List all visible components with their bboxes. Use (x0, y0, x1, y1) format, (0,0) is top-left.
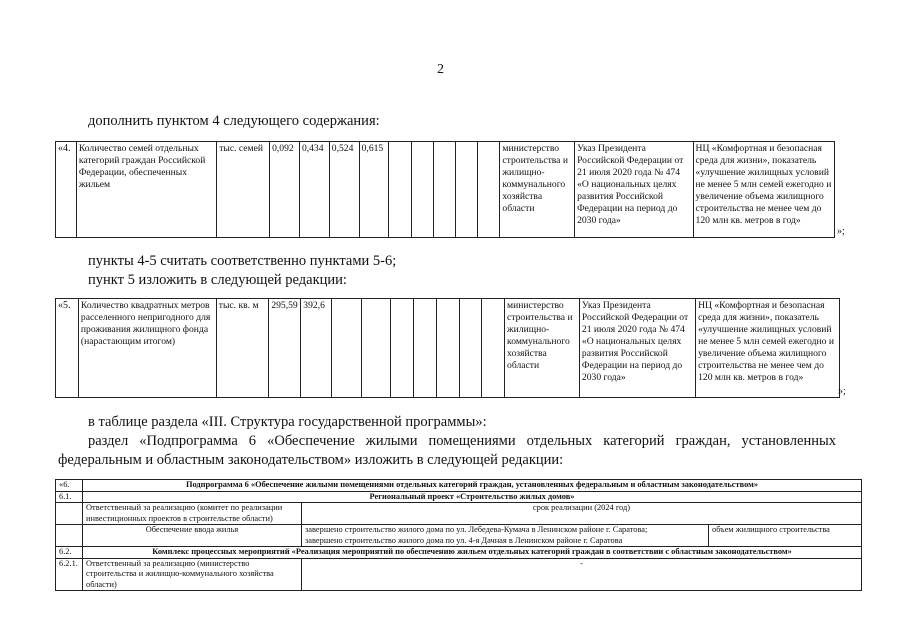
result-cell (302, 525, 709, 547)
table-row (56, 491, 862, 503)
row-number: 6.1. (56, 491, 83, 503)
empty-cell (391, 299, 414, 398)
responsible-cell: Ответственный за реализацию (министерство строительства и жилищно-коммунального хозяйства области) (83, 558, 302, 591)
term-cell: - (302, 558, 862, 591)
structure-table (55, 479, 862, 591)
empty-cell (56, 525, 83, 547)
value-cell: 295,59 (269, 299, 301, 398)
term-cell: срок реализации (2024 год) (302, 503, 862, 525)
row-number: «4. (56, 142, 77, 238)
row-number: «5. (56, 299, 79, 398)
responsible-cell: министерство строительства и жилищно-коммунального хозяйства области (505, 299, 580, 398)
empty-cell (414, 299, 437, 398)
closing-quote: »; (838, 386, 846, 397)
indicator-name: Количество квадратных метров расселенного непригодного для проживания жилищного фонда (нарастающим итогом) (78, 299, 216, 398)
value-cell: 0,434 (299, 142, 329, 238)
indicator-link-cell: объем жилищного строительства (709, 525, 862, 547)
table-row (56, 525, 862, 547)
row-number: 6.2.1. (56, 558, 83, 591)
subprogram-title: Подпрограмма 6 «Обеспечение жилыми помещениями отдельных категорий граждан, установленных федеральным и областным законодательством» (83, 480, 862, 492)
empty-cell (456, 142, 478, 238)
responsible-cell: министерство строительства и жилищно-коммунального хозяйства области (500, 142, 575, 238)
empty-cell (459, 299, 482, 398)
unit-cell: тыс. семей (217, 142, 270, 238)
intro-paragraph-4: в таблице раздела «III. Структура государственной программы»: (88, 414, 487, 430)
value-cell: 0,615 (359, 142, 389, 238)
indicator-name: Количество семей отдельных категорий граждан Российской Федерации, обеспеченных жильем (76, 142, 216, 238)
value-cell: 392,6 (301, 299, 332, 398)
closing-quote: »; (837, 226, 845, 237)
value-cell: 0,524 (329, 142, 359, 238)
intro-paragraph-2: пункты 4-5 считать соответственно пунктами 5-6; (88, 253, 397, 269)
table-row (56, 547, 862, 559)
table-row (56, 142, 835, 238)
row-number: 6.2. (56, 547, 83, 559)
intro-paragraph-3: пункт 5 изложить в следующей редакции: (88, 272, 347, 288)
regional-project-title: Региональный проект «Строительство жилых домов» (83, 491, 862, 503)
empty-cell (56, 503, 83, 525)
task-cell: Обеспечение ввода жилья (83, 525, 302, 547)
empty-cell (436, 299, 459, 398)
decree-cell: Указ Президента Российской Федерации от 21 июля 2020 года № 474 «О национальных целях развития Российской Федерации на период до 2030 года» (575, 142, 693, 238)
process-complex-title: Комплекс процессных мероприятий «Реализация мероприятий по обеспечению жильем отдельных категорий граждан в соответствии с областным законодательством» (83, 547, 862, 559)
empty-cell (411, 142, 433, 238)
unit-cell: тыс. кв. м (216, 299, 269, 398)
responsible-cell: Ответственный за реализацию (комитет по реализации инвестиционных проектов в строительстве области) (83, 503, 302, 525)
empty-cell (361, 299, 391, 398)
result-line: завершено строительство жилого дома по ул. Лебедева-Кумача в Ленинском районе г. Саратова; (305, 525, 648, 534)
empty-cell (389, 142, 411, 238)
table-row (56, 480, 862, 492)
page-number: 2 (437, 62, 444, 77)
table-row (56, 558, 862, 591)
indicator-table-row-5 (55, 298, 840, 398)
row-number: «6. (56, 480, 83, 492)
decree-cell: Указ Президента Российской Федерации от 21 июля 2020 года № 474 «О национальных целях развития Российской Федерации на период до 2030 года» (579, 299, 695, 398)
target-cell: НЦ «Комфортная и безопасная среда для жизни», показатель «улучшение жилищных условий не менее 5 млн семей ежегодно и увеличение объема жилищного строительства не менее чем до 120 млн кв. метров в год» (693, 142, 834, 238)
indicator-table-row-4 (55, 141, 835, 238)
empty-cell (332, 299, 362, 398)
intro-paragraph-5: раздел «Подпрограмма 6 «Обеспечение жилыми помещениями отдельных категорий граждан, установленных федеральным и областным законодательством» изложить в следующей редакции: (58, 433, 836, 468)
result-line: завершено строительство жилого дома по ул. 4-я Дачная в Ленинском районе г. Саратова (305, 535, 623, 545)
empty-cell (482, 299, 505, 398)
intro-paragraph-1: дополнить пунктом 4 следующего содержания: (88, 113, 380, 129)
empty-cell (433, 142, 455, 238)
empty-cell (478, 142, 500, 238)
table-row (56, 299, 840, 398)
table-row (56, 503, 862, 525)
target-cell: НЦ «Комфортная и безопасная среда для жизни», показатель «улучшение жилищных условий не менее 5 млн семей ежегодно и увеличение объема жилищного строительства не менее чем до 120 млн кв. метров в год» (696, 299, 840, 398)
value-cell: 0,092 (270, 142, 300, 238)
